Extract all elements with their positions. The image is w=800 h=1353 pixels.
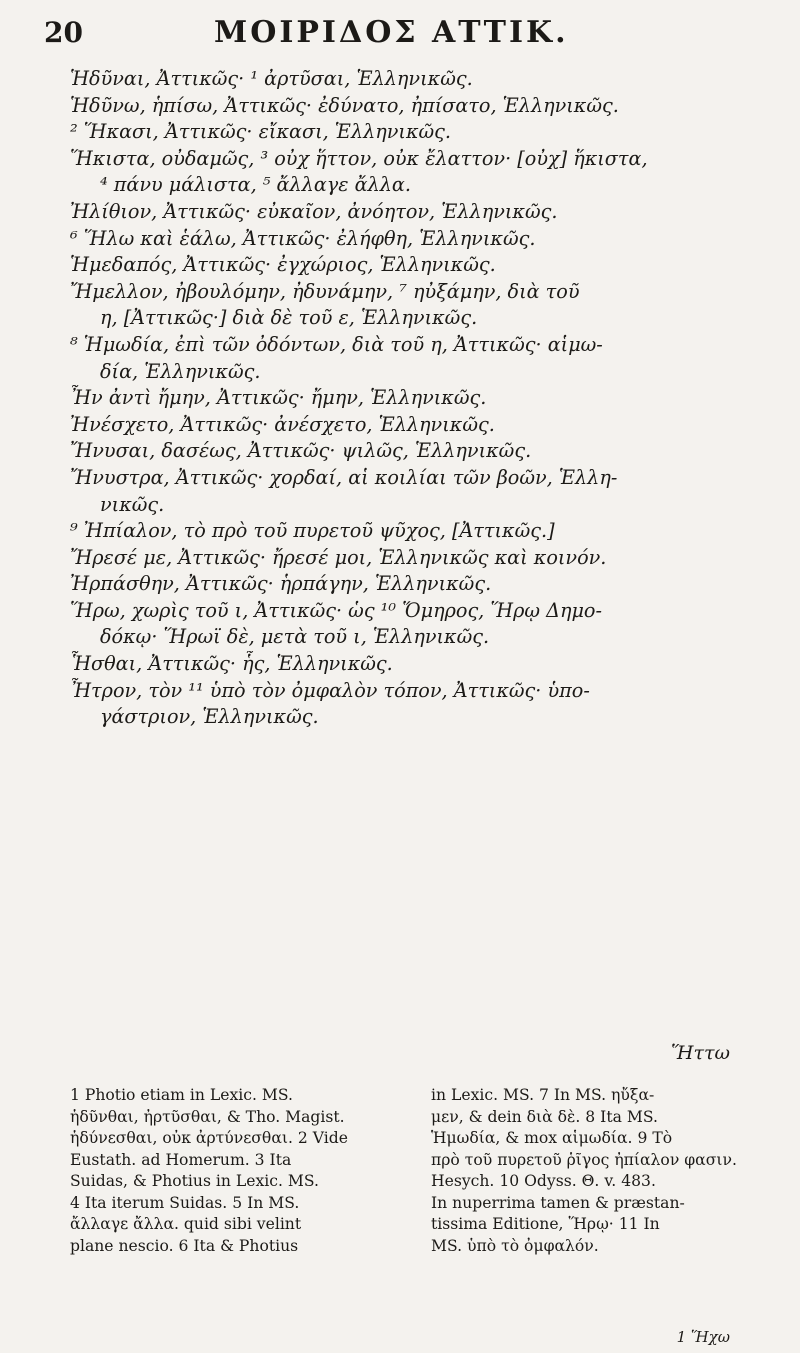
footnote-line: Suidas, & Photius in Lexic. MS. [70,1172,319,1190]
text-line: Ἠλίθιον, Ἀττικῶς· εὐκαῖον, ἀνόητον, Ἑλληνικῶς. [70,199,558,223]
footnotes [70,1085,774,1257]
text-line: δόκῳ· Ἥρωϊ δὲ, μετὰ τοῦ ι, Ἑλληνικῶς. [100,625,490,649]
text-line: Ἥκιστα, οὐδαμῶς, ³ οὐχ ἥττον, οὐκ ἔλαττον· [οὐχ] ἥκιστα, [70,146,648,170]
footnote-line: Ἡμωδία, & mox αἱμωδία. 9 Τὸ [431,1129,673,1147]
text-line: Ἠρπάσθην, Ἀττικῶς· ἡρπάγην, Ἑλληνικῶς. [70,572,492,596]
footnote-line: ἡδύνεσθαι, οὐκ ἀρτύνεσθαι. 2 Vide [70,1129,348,1147]
footnote-line: in Lexic. MS. 7 In MS. ηὔξα- [431,1086,655,1104]
footnote-line: MS. ὑπὸ τὸ ὀμφαλόν. [431,1236,599,1255]
text-line: η, [Ἀττικῶς·] διὰ δὲ τοῦ ε, Ἑλληνικῶς. [100,306,478,330]
lexicon-text [70,66,772,731]
footnote-line: ἄλλαγε ἄλλα. quid sibi velint [70,1215,302,1233]
footnote-line: πρὸ τοῦ πυρετοῦ ῥῖγος ἠπίαλον φασιν. [431,1150,737,1169]
running-title: ΜΟΙΡΙΔΟΣ ΑΤΤΙΚ. [214,14,569,50]
text-line: Ἡδῦνω, ἡπίσω, Ἀττικῶς· ἐδύνατο, ἠπίσατο, Ἑλληνικῶς. [70,93,619,117]
text-line: ⁸ Ἡμωδία, ἐπὶ τῶν ὀδόντων, διὰ τοῦ η, Ἀττικῶς· αἱμω- [70,332,603,356]
text-line: Ἡμεδαπός, Ἀττικῶς· ἐγχώριος, Ἑλληνικῶς. [70,253,496,277]
page-header [44,6,770,58]
text-line: ⁴ πάνυ μάλιστα, ⁵ ἄλλαγε ἄλλα. [100,173,411,197]
text-line: Ἥρω, χωρὶς τοῦ ι, Ἀττικῶς· ὡς ¹⁰ Ὅμηρος, Ἥρῳ Δημο- [70,598,602,622]
text-line: Ἦν ἀντὶ ἤμην, Ἀττικῶς· ἤμην, Ἑλληνικῶς. [70,386,487,410]
footnote-line: In nuperrima tamen & præstan- [431,1193,685,1212]
text-line: Ἠνέσχετο, Ἀττικῶς· ἀνέσχετο, Ἑλληνικῶς. [70,412,495,436]
catchword: Ἥττω [671,1042,730,1064]
footnote-line: Hesych. 10 Odyss. Θ. v. 483. [431,1172,656,1190]
text-line: Ἡδῦναι, Ἀττικῶς· ¹ ἀρτῦσαι, Ἑλληνικῶς. [70,67,473,90]
footnotes-left-column [70,1085,413,1257]
text-line: Ἧσθαι, Ἀττικῶς· ἧς, Ἑλληνικῶς. [70,652,393,676]
text-line: ⁹ Ἠπίαλον, τὸ πρὸ τοῦ πυρετοῦ ψῦχος, [Ἀττικῶς.] [70,519,555,543]
text-line: Ἤνυσαι, δασέως, Ἀττικῶς· ψιλῶς, Ἑλληνικῶς. [70,439,532,463]
footnote-line: Eustath. ad Homerum. 3 Ita [70,1150,292,1169]
footnote-line: 1 Photio etiam in Lexic. MS. [70,1086,293,1104]
footnote-line: 4 Ita iterum Suidas. 5 In MS. [70,1193,300,1212]
text-line: γάστριον, Ἑλληνικῶς. [100,705,319,729]
text-line: Ἦτρον, τὸν ¹¹ ὑπὸ τὸν ὀμφαλὸν τόπον, Ἀττικῶς· ὑπο- [70,678,590,702]
page-number: 20 [44,15,83,49]
text-line: ² Ἥκασι, Ἀττικῶς· εἴκασι, Ἑλληνικῶς. [70,120,452,144]
footnote-line: μεν, & dein διὰ δὲ. 8 Ita MS. [431,1107,658,1126]
text-line: δία, Ἑλληνικῶς. [100,359,261,383]
text-line: Ἤμελλον, ἠβουλόμην, ἠδυνάμην, ⁷ ηὐξάμην, διὰ τοῦ [70,279,580,303]
text-line: Ἤνυστρα, Ἀττικῶς· χορδαί, αἱ κοιλίαι τῶν βοῶν, Ἑλλη- [70,465,618,489]
footnote-line: plane nescio. 6 Ita & Photius [70,1236,299,1255]
text-line: νικῶς. [100,492,165,516]
footnote-line: tissima Editione, Ἥρῳ· 11 In [431,1215,660,1233]
footnote-line: ἡδῦνθαι, ἠρτῦσθαι, & Tho. Magist. [70,1107,345,1126]
text-line: Ἤρεσέ με, Ἀττικῶς· ἤρεσέ μοι, Ἑλληνικῶς καὶ κοινόν. [70,545,607,569]
footnotes-right-column [431,1085,774,1257]
text-line: ⁶ Ἥλω καὶ ἑάλω, Ἀττικῶς· ἐλήφθη, Ἑλληνικῶς. [70,226,536,250]
footnote-catchword: 1 Ἥχω [676,1328,730,1346]
